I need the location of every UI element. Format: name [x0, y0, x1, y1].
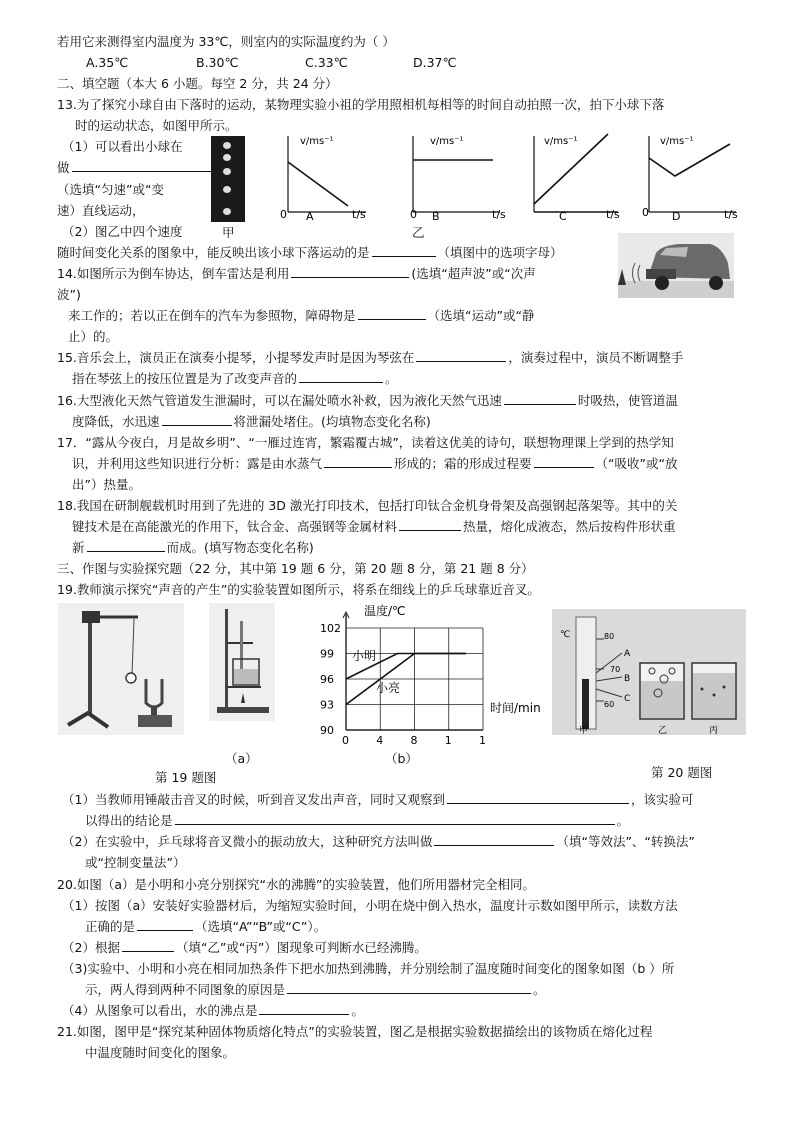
q-prev-stem: 若用它来测得室内温度为 33℃，则室内的实际温度约为（ ）	[57, 34, 395, 49]
q20-stem: 20.如图（a）是小明和小亮分别探究“水的沸腾”的实验装置，他们所用器材完全相同。	[57, 877, 535, 892]
thermo-mark-80: 80	[604, 632, 615, 641]
q20-p1-line1: （1）按图（a）安装好实验器材后，为缩短实验时间，小明在烧中倒入热水，温度计示数如图甲所示，读数方法	[62, 898, 678, 913]
chart-ytick: 90	[320, 724, 334, 737]
q15-line2: 指在琴弦上的按压位置是为了改变声音的 。	[72, 371, 398, 386]
q17-line2: 识，并利用这些知识进行分析：露是由水蒸气 形成的；霜的形成过程要 （“吸收”或“放	[72, 456, 678, 471]
q-prev-option-d: D.37℃	[413, 55, 457, 70]
chart-xlabel: 时间/min	[490, 701, 541, 715]
chart-xtick: 1	[444, 734, 452, 747]
q21-line2: 中温度随时间变化的图象。	[85, 1045, 236, 1060]
chart-ytick: 96	[320, 673, 334, 686]
thermometer-beakers-photo	[552, 609, 746, 735]
q20-p4: （4）从图象可以看出，水的沸点是 。	[62, 1003, 364, 1018]
fig-jia-label: 甲	[222, 225, 235, 240]
q13-p1b: 做	[57, 159, 214, 177]
chart-xtick: 0	[342, 734, 349, 747]
vt-ylabel-c: v/ms⁻¹	[544, 136, 578, 147]
chart-ytick: 93	[320, 698, 334, 712]
q-prev-option-a: A.35℃	[86, 55, 129, 70]
q13-line2: 时的运动状态，如图甲所示。	[75, 118, 238, 133]
q14-line3: 来工作的；若以正在倒车的汽车为参照物，障碍物是 （选填“运动”或“静	[68, 308, 535, 323]
q18-line3: 新 而成。(填写物态变化名称)	[72, 540, 314, 555]
vt-graphs	[278, 128, 744, 228]
vt-graph-c	[534, 134, 620, 223]
strobe-photo	[211, 136, 245, 222]
section2-title: 二、填空题（本大 6 小题。每空 2 分，共 24 分）	[57, 76, 338, 91]
vt-graph-d	[642, 136, 738, 223]
section3-title: 三、作图与实验探究题（22 分，其中第 19 题 6 分，第 20 题 8 分，第 21 题 8 分）	[57, 561, 534, 576]
q13-line1: 13.为了探究小球自由下落时的运动，某物理实验小祖的学用照相机每相等的时间自动拍照一次，拍下小球下落	[57, 97, 665, 112]
fig19-caption: 第 19 题图	[155, 770, 217, 785]
series-label-xiaoming: 小明	[352, 649, 377, 663]
vt-ylabel-a: v/ms⁻¹	[300, 136, 334, 147]
chart-ytick: 99	[320, 647, 334, 661]
q14-line4: 止）的。	[68, 329, 119, 344]
fig-b-label: （b）	[385, 751, 418, 766]
beaker-label-yi: 乙	[658, 726, 668, 735]
q19-stem: 19.教师演示探究“声音的产生”的实验装置如图所示，将系在细线上的乒乓球靠近音叉。	[57, 582, 540, 597]
vt-xlabel-b: t/s	[492, 208, 506, 221]
q13-p1c: （选填“匀速”或“变	[57, 182, 164, 197]
q13-p1d: 速）直线运动，	[57, 203, 145, 218]
vt-ylabel-b: v/ms⁻¹	[430, 136, 464, 147]
chart-grid	[343, 612, 483, 730]
tuning-fork-apparatus	[58, 603, 184, 735]
vt-line-a	[288, 162, 348, 206]
chart-ticks	[320, 622, 486, 747]
vt-xlabel-c: t/s	[606, 208, 620, 221]
chart-xtick: 4	[376, 734, 384, 747]
q20-p1-line2: 正确的是 （选填“A”“B”或“C”）。	[85, 919, 327, 934]
thermo-mark-60: 60	[604, 700, 615, 709]
vt-letter-d: D	[672, 210, 681, 223]
pointer-b: B	[624, 674, 631, 684]
q15-line1: 15.音乐会上，演员正在演奏小提琴，小提琴发声时是因为琴弦在 ，演奏过程中，演员不断调整手	[57, 350, 684, 365]
temperature-time-chart	[318, 598, 558, 748]
q14-line1: 14.如图所示为倒车协达，倒车雷达是利用 (选填“超声波”或“次声	[57, 266, 536, 281]
q18-line1: 18.我国在研制舰载机时用到了先进的 3D 激光打印技术，包括打印钛合金机身骨架及高强钢起落架等。其中的关	[57, 498, 678, 513]
q17-line1: 17．“露从今夜白，月是故乡明”、“一雁过连宵，繁霜覆古城”，读着这优美的诗句，联想物理课上学到的热学知	[57, 435, 674, 450]
thermo-unit: ℃	[560, 630, 571, 640]
boiling-apparatus	[209, 603, 275, 721]
q16-line1: 16.大型液化天然气管道发生泄漏时，可以在漏处喷水补救，因为液化天然气迅速 时吸热，使管道温	[57, 393, 678, 408]
vt-line-d	[649, 144, 730, 176]
reversing-car-photo	[618, 233, 734, 298]
q14-line2: 波”)	[57, 287, 81, 302]
q13-p1a: （1）可以看出小球在	[62, 139, 183, 154]
vt-origin-d: 0	[642, 206, 649, 219]
q19-p1-line1: （1）当教师用锤敲击音叉的时候，听到音叉发出声音，同时又观察到 ，该实验可	[62, 792, 694, 807]
chart-ytick: 102	[320, 622, 341, 635]
pointer-a: A	[624, 649, 631, 659]
q17-line3: 出”）热量。	[72, 477, 141, 492]
vt-graph-a	[280, 136, 366, 223]
vt-xlabel-d: t/s	[724, 208, 738, 221]
pointer-c: C	[624, 694, 631, 704]
vt-letter-a: A	[306, 210, 314, 223]
beaker-label-jia: 甲	[579, 726, 589, 735]
vt-ylabel-d: v/ms⁻¹	[660, 136, 694, 147]
thermo-mark-70: 70	[610, 665, 621, 674]
vt-origin-a: 0	[280, 208, 287, 221]
vt-letter-b: B	[432, 210, 440, 223]
q16-line2: 度降低，水迅速 将泄漏处堵住。(均填物态变化名称)	[72, 414, 431, 429]
vt-origin-b: 0	[410, 208, 417, 221]
q20-p3-line1: （3)实验中、小明和小亮在相同加热条件下把水加热到沸腾，并分别绘制了温度随时间变化的图象如图（b ）所	[62, 961, 675, 976]
fig20-caption: 第 20 题图	[651, 765, 713, 780]
q-prev-option-c: C.33℃	[305, 55, 348, 70]
chart-xtick: 8	[410, 734, 418, 747]
chart-xtick: 1	[479, 734, 486, 747]
series-label-xiaoliang: 小亮	[376, 681, 401, 695]
q19-p2-line2: 或“控制变量法”）	[85, 855, 186, 870]
beaker-label-bing: 丙	[709, 726, 719, 735]
q20-p2: （2）根据 （填“乙”或“丙”）图现象可判断水已经沸腾。	[62, 940, 427, 955]
vt-letter-c: C	[559, 210, 567, 223]
vt-graph-b	[410, 136, 506, 223]
q21-line1: 21.如图，图甲是“探究某种固体物质熔化特点”的实验装置，图乙是根据实验数据描绘出的该物质在熔化过程	[57, 1024, 653, 1039]
q13-p2b: 随时间变化关系的图象中，能反映出该小球下落运动的是 （填图中的选项字母）	[57, 245, 563, 260]
fig-a-label: （a）	[225, 751, 258, 766]
q20-p3-line2: 示，两人得到两种不同图象的原因是 。	[85, 982, 546, 997]
chart-ylabel: 温度/℃	[364, 604, 406, 618]
fig-yi-label: 乙	[412, 225, 425, 240]
q-prev-option-b: B.30℃	[196, 55, 239, 70]
vt-xlabel-a: t/s	[352, 208, 366, 221]
q18-line2: 键技术是在高能激光的作用下，钛合金、高强钢等金属材料 热量，熔化成液态，然后按构件形状重	[72, 519, 676, 534]
q13-p2a: （2）图乙中四个速度	[62, 224, 183, 239]
q19-p1-line2: 以得出的结论是 。	[85, 813, 630, 828]
q19-p2-line1: （2）在实验中，乒乓球将音叉微小的振动放大，这种研究方法叫做 （填“等效法”、“转换法”	[62, 834, 695, 849]
